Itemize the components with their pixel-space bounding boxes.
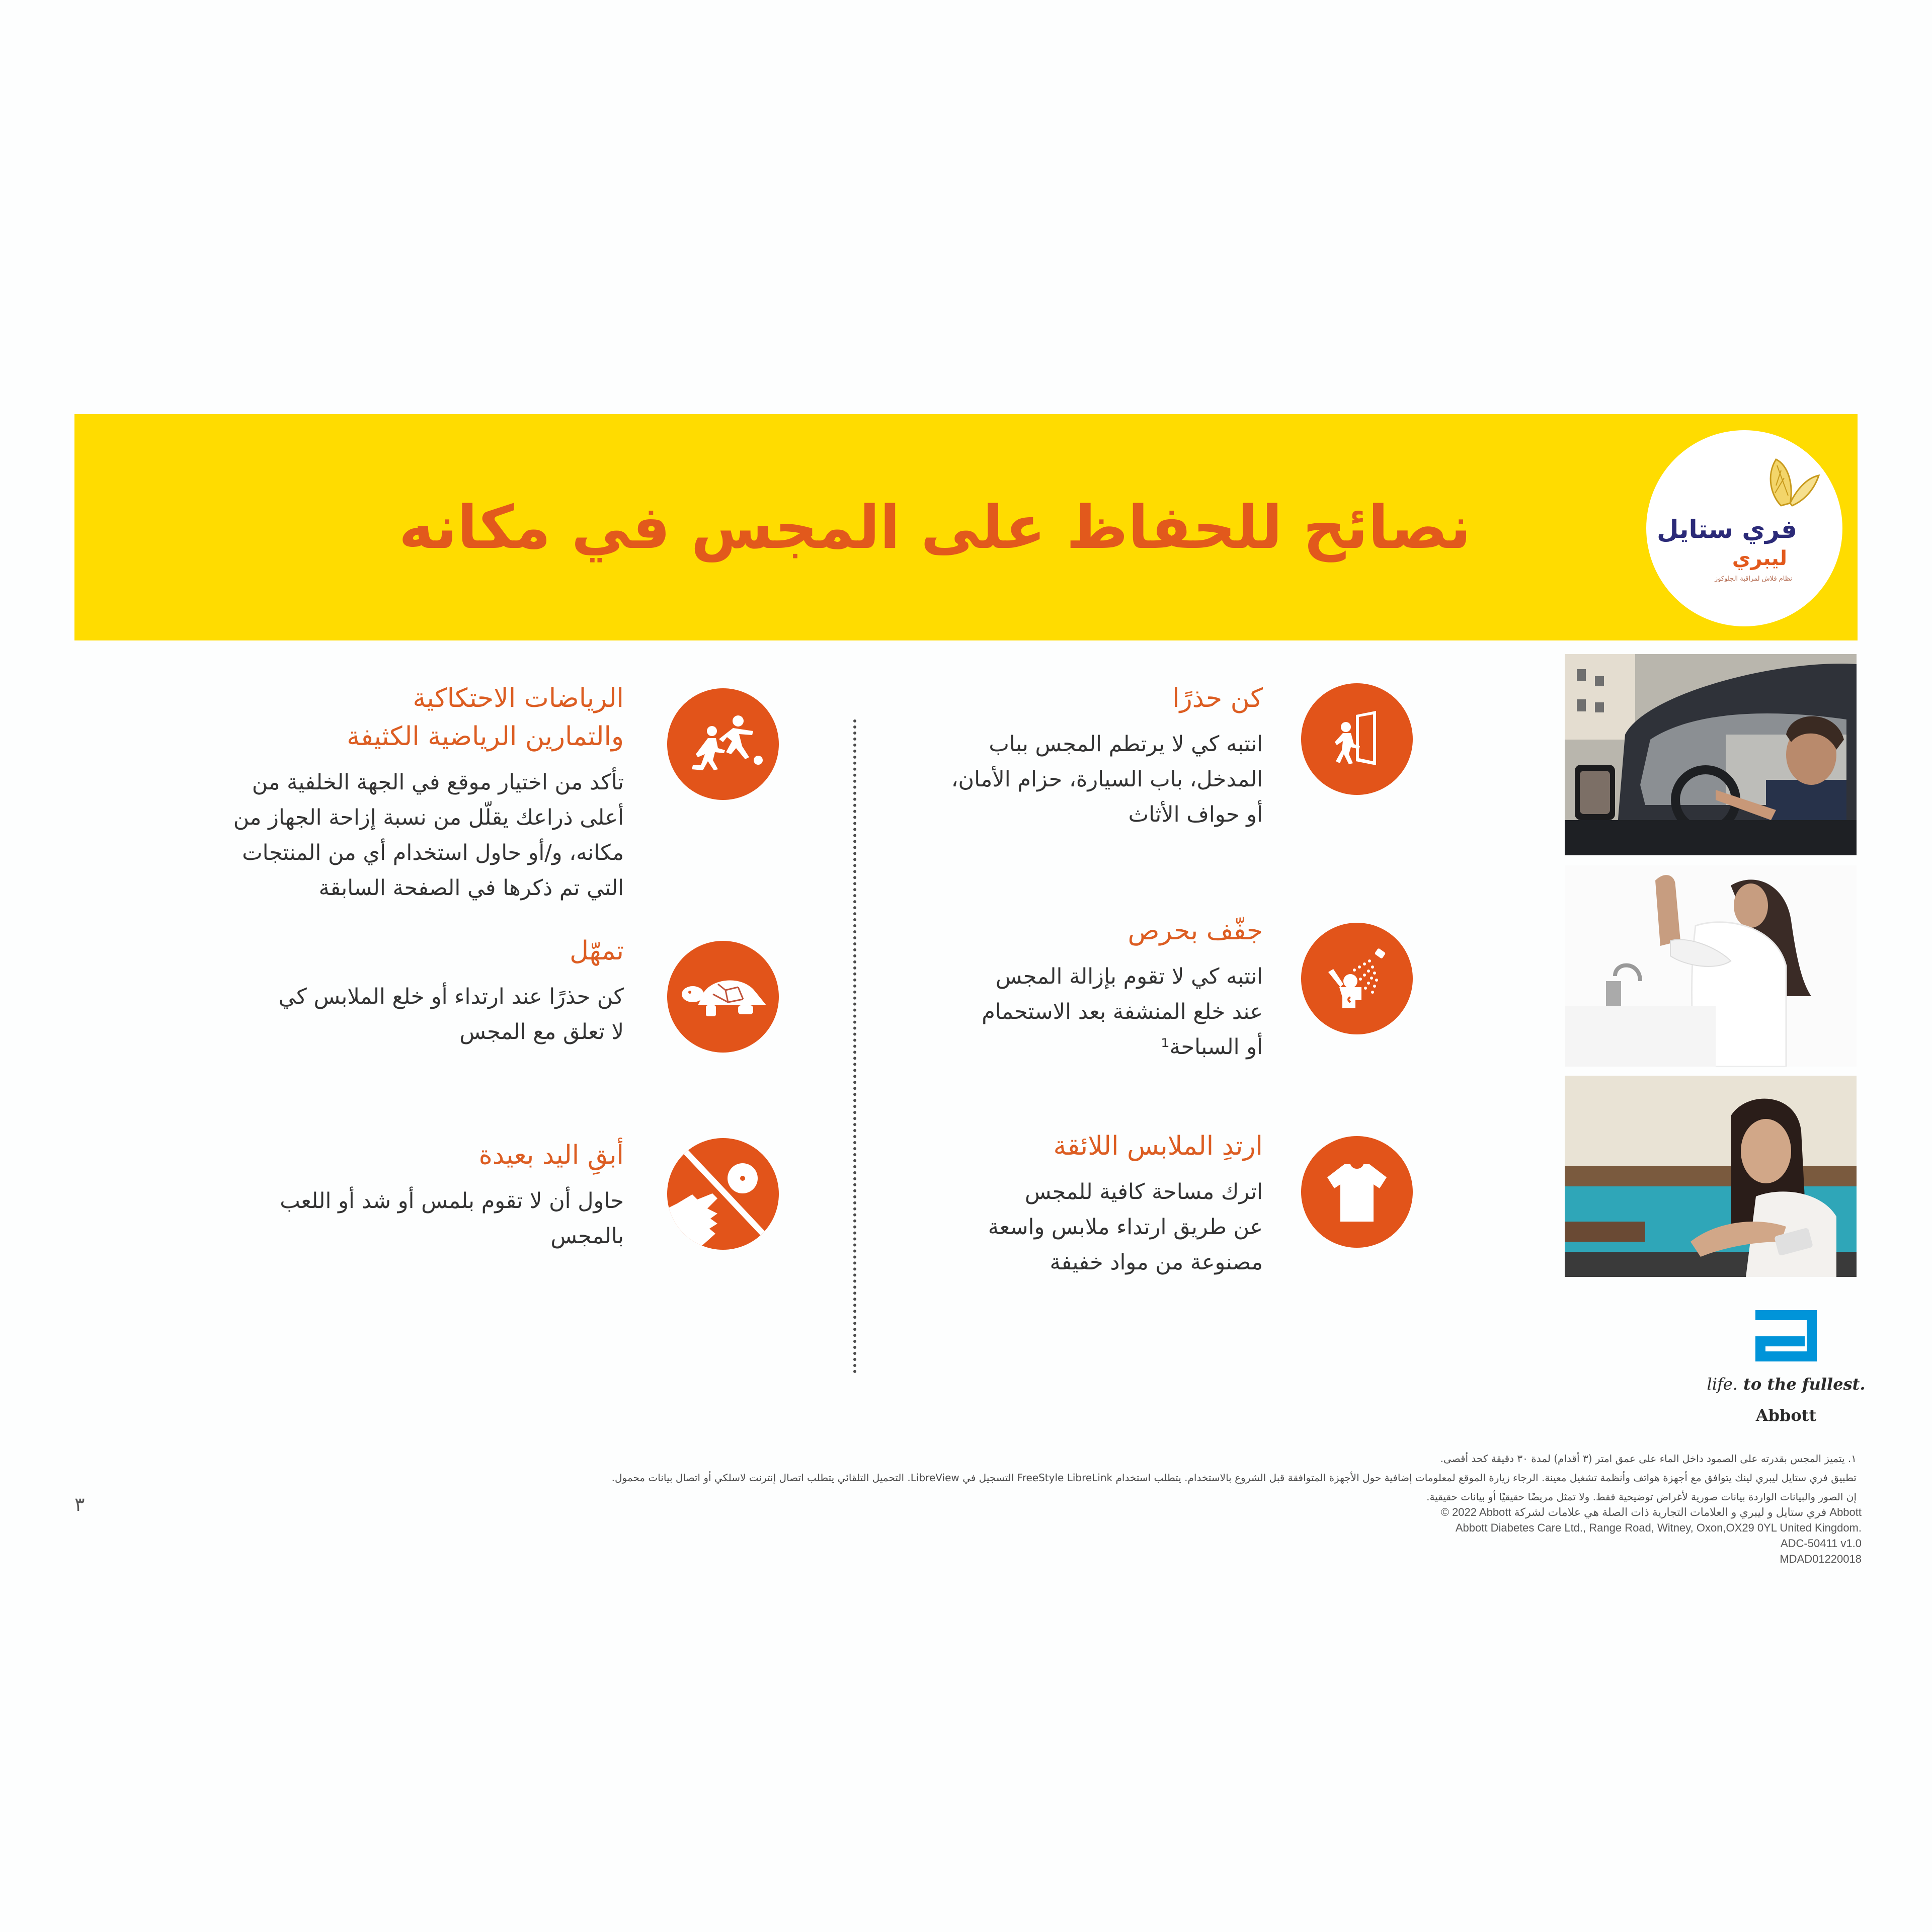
photo-woman-arm [1565, 1076, 1857, 1277]
doc-id: MDAD01220018 [1780, 1553, 1862, 1565]
contact-sports-icon [667, 688, 779, 800]
tip-body: انتبه كي لا يرتطم المجس بباب المدخل، باب السيارة، حزام الأمان، أو حواف الأثاث [951, 732, 1263, 827]
page-title: نصائح للحفاظ على المجس في مكانه [398, 493, 1471, 562]
page-number: ٣ [74, 1493, 85, 1515]
tip-take-your-time [279, 932, 624, 1050]
footnote: تطبيق فري ستايل ليبري لينك يتوافق مع أجهزة هواتف وأنظمة تشغيل معينة. الرجاء زيارة الموقع لمعلومات إضافية حول الأجهزة المتوافقة قبل الشروع بالاستخدام. يتطلب استخدام FreeStyle LibreLink التسجيل في LibreView. التحميل التلقائي يتطلب اتصال إنترنت لاسلكي أو اتصال بيانات محمول. [611, 1472, 1857, 1484]
tip-title: ارتدِ الملابس اللائقة [1053, 1131, 1263, 1161]
tip-contact-sports [233, 679, 624, 906]
tip-body: انتبه كي لا تقوم بإزالة المجس عند خلع المنشفة بعد الاستحمام أو السباحة¹ [982, 964, 1263, 1060]
shower-icon [1301, 923, 1413, 1034]
tip-body: كن حذرًا عند ارتداء أو خلع الملابس كي لا تعلق مع المجس [278, 984, 624, 1044]
brand-sub: ليبري [1732, 547, 1787, 570]
footnote: إن الصور والبيانات الواردة بيانات صورية لأغراض توضيحية فقط. ولا تمثل مريضًا حقيقيًا أو بيانات حقيقية. [1426, 1491, 1857, 1503]
footnotes [612, 1449, 1857, 1506]
abbott-logo [1701, 1308, 1872, 1439]
abbott-a-icon [1753, 1308, 1819, 1363]
footnote: ١. يتميز المجس بقدرته على الصمود داخل الماء على عمق امتر (٣ أقدام) لمدة ٣٠ دقيقة كحد أقصى. [1440, 1453, 1857, 1465]
tip-be-careful [951, 679, 1263, 832]
tip-title: الرياضات الاحتكاكية والتمارين الرياضية الكثيفة [347, 683, 624, 752]
no-touch-sensor-icon [667, 1138, 779, 1250]
column-divider [853, 719, 856, 1374]
tip-title: كن حذرًا [1172, 683, 1263, 713]
tip-title: تمهّل [570, 936, 624, 966]
copyright: © 2022 Abbott فري ستايل و ليبري و العلامات التجارية ذات الصلة هي علامات لشركة Abbott [1440, 1506, 1862, 1518]
legal-info [1441, 1504, 1862, 1567]
header-banner [74, 414, 1858, 640]
brand-name: فري ستايل [1657, 515, 1797, 544]
address: Abbott Diabetes Care Ltd., Range Road, Witney, Oxon,OX29 0YL United Kingdom. [1455, 1521, 1862, 1534]
doc-code: ADC-50411 v1.0 [1780, 1537, 1862, 1550]
tip-pat-dry [982, 912, 1263, 1065]
tip-wear-right-clothes [988, 1127, 1263, 1280]
tip-hands-off [280, 1136, 624, 1254]
tip-body: تأكد من اختيار موقع في الجهة الخلفية من أعلى ذراعك يقلّل من نسبة إزاحة الجهاز من مكانه، و/أو حاول استخدام أي من المنتجات التي تم ذكرها في الصفحة السابقة [233, 770, 624, 901]
turtle-icon [667, 941, 779, 1053]
tshirt-icon [1301, 1136, 1413, 1248]
tip-body: حاول أن لا تقوم بلمس أو شد أو اللعب بالمجس [280, 1188, 624, 1249]
door-exit-icon [1301, 683, 1413, 795]
abbott-tagline: life. to the fullest. [1707, 1375, 1866, 1394]
tip-title: أبقِ اليد بعيدة [478, 1140, 624, 1170]
butterfly-icon [1761, 455, 1821, 511]
tip-body: اترك مساحة كافية للمجس عن طريق ارتداء ملابس واسعة مصنوعة من مواد خفيفة [988, 1179, 1263, 1275]
tip-title: جفّف بحرص [1128, 916, 1263, 946]
freestyle-libre-logo [1646, 430, 1842, 626]
abbott-wordmark: Abbott [1755, 1406, 1817, 1425]
brand-tagline: نظام فلاش لمراقبة الجلوكوز [1714, 575, 1792, 583]
photo-woman-towel [1565, 865, 1857, 1067]
photo-man-driving [1565, 654, 1857, 855]
